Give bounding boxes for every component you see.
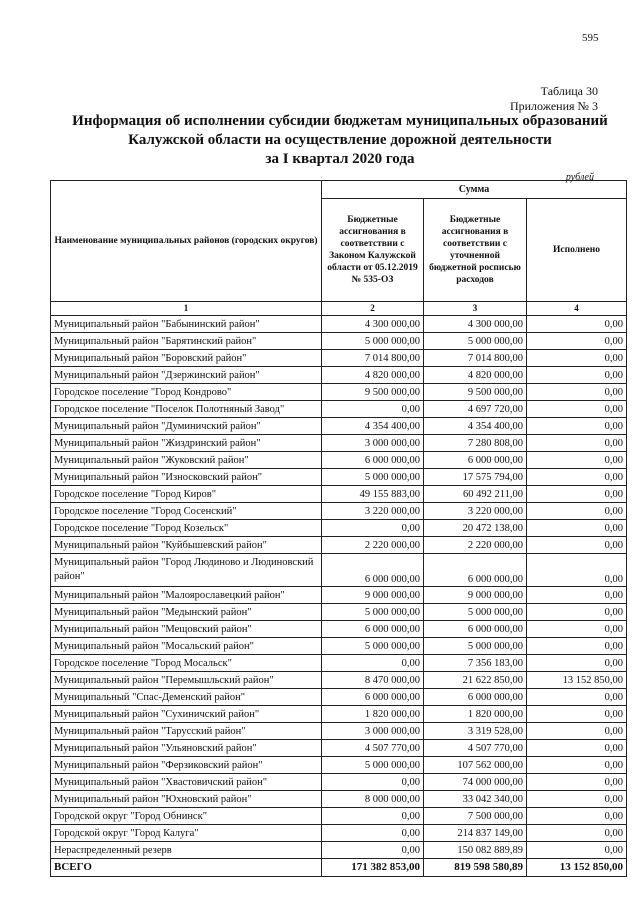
header-name-col: Наименование муниципальных районов (городских округов)	[51, 181, 322, 302]
table-row	[51, 689, 627, 706]
cell-executed-amount: 0,00	[527, 706, 627, 723]
table-row	[51, 621, 627, 638]
cell-law-amount: 9 500 000,00	[322, 384, 424, 401]
table-row	[51, 486, 627, 503]
table-row	[51, 384, 627, 401]
cell-law-amount: 0,00	[322, 825, 424, 842]
cell-law-amount: 49 155 883,00	[322, 486, 424, 503]
cell-executed-amount: 0,00	[527, 638, 627, 655]
cell-plan-amount: 150 082 889,89	[424, 842, 527, 859]
cell-law-amount: 5 000 000,00	[322, 638, 424, 655]
cell-municipality: Муниципальный "Спас-Деменский район"	[51, 689, 322, 706]
cell-law-amount: 5 000 000,00	[322, 757, 424, 774]
cell-municipality: Городское поселение "Поселок Полотняный Завод"	[51, 401, 322, 418]
cell-plan-amount: 4 697 720,00	[424, 401, 527, 418]
header-number: 4	[527, 302, 627, 316]
cell-municipality: Муниципальный район "Думиничский район"	[51, 418, 322, 435]
cell-plan-amount: 6 000 000,00	[424, 452, 527, 469]
cell-law-amount: 9 000 000,00	[322, 587, 424, 604]
table-row	[51, 672, 627, 689]
cell-plan-amount: 6 000 000,00	[424, 554, 527, 587]
cell-law-amount: 0,00	[322, 655, 424, 672]
appendix-label: Приложения № 3	[509, 99, 598, 113]
cell-plan-amount: 5 000 000,00	[424, 638, 527, 655]
cell-executed-amount: 0,00	[527, 757, 627, 774]
cell-executed-amount: 0,00	[527, 604, 627, 621]
cell-executed-amount: 0,00	[527, 554, 627, 587]
cell-plan-amount: 7 356 183,00	[424, 655, 527, 672]
table-row	[51, 808, 627, 825]
cell-municipality: Муниципальный район "Жиздринский район"	[51, 435, 322, 452]
cell-law-amount: 3 000 000,00	[322, 723, 424, 740]
cell-law-amount: 3 000 000,00	[322, 435, 424, 452]
cell-municipality: Муниципальный район "Сухиничский район"	[51, 706, 322, 723]
cell-executed-amount: 0,00	[527, 689, 627, 706]
cell-municipality: Муниципальный район "Жуковский район"	[51, 452, 322, 469]
table-row	[51, 452, 627, 469]
cell-municipality: Муниципальный район "Бабынинский район"	[51, 316, 322, 333]
cell-municipality: Муниципальный район "Медынский район"	[51, 604, 322, 621]
units-label: рублей	[565, 172, 594, 183]
cell-municipality: Городское поселение "Город Сосенский"	[51, 503, 322, 520]
cell-municipality: Муниципальный район "Износковский район"	[51, 469, 322, 486]
table-row	[51, 604, 627, 621]
header-sum: Сумма	[322, 181, 627, 199]
cell-executed-amount: 0,00	[527, 621, 627, 638]
cell-municipality: Городской округ "Город Обнинск"	[51, 808, 322, 825]
cell-executed-amount: 0,00	[527, 537, 627, 554]
cell-plan-amount: 21 622 850,00	[424, 672, 527, 689]
table-row	[51, 723, 627, 740]
cell-executed-amount: 0,00	[527, 791, 627, 808]
cell-plan-amount: 1 820 000,00	[424, 706, 527, 723]
table-row	[51, 706, 627, 723]
table-row	[51, 774, 627, 791]
table-row	[51, 554, 627, 587]
cell-executed-amount: 0,00	[527, 587, 627, 604]
cell-municipality: Муниципальный район "Мосальский район"	[51, 638, 322, 655]
total-row	[51, 859, 627, 877]
cell-executed-amount: 0,00	[527, 333, 627, 350]
cell-plan-amount: 9 000 000,00	[424, 587, 527, 604]
cell-plan-amount: 9 500 000,00	[424, 384, 527, 401]
cell-law-amount: 4 300 000,00	[322, 316, 424, 333]
cell-municipality: Городское поселение "Город Кондрово"	[51, 384, 322, 401]
cell-municipality: Муниципальный район "Хвастовичский район"	[51, 774, 322, 791]
cell-law-amount: 6 000 000,00	[322, 452, 424, 469]
cell-law-amount: 0,00	[322, 774, 424, 791]
cell-plan-amount: 5 000 000,00	[424, 333, 527, 350]
title-line: Информация об исполнении субсидии бюджетам муниципальных образований	[72, 113, 608, 129]
cell-plan-amount: 7 280 808,00	[424, 435, 527, 452]
cell-municipality: Городское поселение "Город Киров"	[51, 486, 322, 503]
total-law-amount: 171 382 853,00	[322, 859, 424, 877]
cell-law-amount: 1 820 000,00	[322, 706, 424, 723]
cell-municipality: Муниципальный район "Город Людиново и Людиновский район"	[51, 554, 322, 587]
cell-law-amount: 7 014 800,00	[322, 350, 424, 367]
cell-law-amount: 2 220 000,00	[322, 537, 424, 554]
table-row	[51, 537, 627, 554]
total-plan-amount: 819 598 580,89	[424, 859, 527, 877]
cell-municipality: Муниципальный район "Мещовский район"	[51, 621, 322, 638]
cell-executed-amount: 0,00	[527, 808, 627, 825]
cell-municipality: Муниципальный район "Дзержинский район"	[51, 367, 322, 384]
cell-municipality: Муниципальный район "Перемышльский район"	[51, 672, 322, 689]
table-row	[51, 333, 627, 350]
table-row	[51, 350, 627, 367]
cell-executed-amount: 0,00	[527, 486, 627, 503]
table-row	[51, 469, 627, 486]
cell-municipality: Нераспределенный резерв	[51, 842, 322, 859]
cell-plan-amount: 2 220 000,00	[424, 537, 527, 554]
table-row	[51, 757, 627, 774]
cell-law-amount: 3 220 000,00	[322, 503, 424, 520]
cell-executed-amount: 0,00	[527, 469, 627, 486]
cell-executed-amount: 0,00	[527, 401, 627, 418]
title-line: за I квартал 2020 года	[265, 151, 415, 167]
cell-plan-amount: 3 220 000,00	[424, 503, 527, 520]
cell-municipality: Городской округ "Город Калуга"	[51, 825, 322, 842]
cell-plan-amount: 60 492 211,00	[424, 486, 527, 503]
header-col-plan: Бюджетные ассигнования в соответствии с уточненной бюджетной росписью расходов	[424, 199, 527, 302]
cell-law-amount: 5 000 000,00	[322, 604, 424, 621]
table-row	[51, 638, 627, 655]
cell-executed-amount: 13 152 850,00	[527, 672, 627, 689]
cell-law-amount: 6 000 000,00	[322, 554, 424, 587]
cell-municipality: Городское поселение "Город Мосальск"	[51, 655, 322, 672]
header-number: 3	[424, 302, 527, 316]
cell-municipality: Муниципальный район "Ферзиковский район"	[51, 757, 322, 774]
cell-law-amount: 4 820 000,00	[322, 367, 424, 384]
cell-plan-amount: 214 837 149,00	[424, 825, 527, 842]
cell-executed-amount: 0,00	[527, 452, 627, 469]
cell-executed-amount: 0,00	[527, 740, 627, 757]
cell-plan-amount: 3 319 528,00	[424, 723, 527, 740]
cell-plan-amount: 17 575 794,00	[424, 469, 527, 486]
header-number: 1	[51, 302, 322, 316]
cell-executed-amount: 0,00	[527, 418, 627, 435]
cell-municipality: Муниципальный район "Боровский район"	[51, 350, 322, 367]
cell-plan-amount: 74 000 000,00	[424, 774, 527, 791]
table-row	[51, 587, 627, 604]
cell-executed-amount: 0,00	[527, 825, 627, 842]
cell-municipality: Муниципальный район "Юхновский район"	[51, 791, 322, 808]
table-row	[51, 791, 627, 808]
table-row	[51, 367, 627, 384]
cell-executed-amount: 0,00	[527, 774, 627, 791]
page-number: 595	[582, 32, 599, 44]
table-row	[51, 503, 627, 520]
table-row	[51, 655, 627, 672]
cell-municipality: Муниципальный район "Тарусский район"	[51, 723, 322, 740]
cell-law-amount: 0,00	[322, 520, 424, 537]
table-row	[51, 316, 627, 333]
title-line: Калужской области на осуществление дорожной деятельности	[128, 132, 552, 148]
cell-municipality: Муниципальный район "Барятинский район"	[51, 333, 322, 350]
cell-executed-amount: 0,00	[527, 435, 627, 452]
table-row	[51, 401, 627, 418]
cell-executed-amount: 0,00	[527, 842, 627, 859]
cell-executed-amount: 0,00	[527, 520, 627, 537]
cell-plan-amount: 33 042 340,00	[424, 791, 527, 808]
cell-plan-amount: 107 562 000,00	[424, 757, 527, 774]
cell-executed-amount: 0,00	[527, 316, 627, 333]
table-row	[51, 825, 627, 842]
cell-executed-amount: 0,00	[527, 503, 627, 520]
table-row	[51, 520, 627, 537]
header-number: 2	[322, 302, 424, 316]
cell-plan-amount: 6 000 000,00	[424, 689, 527, 706]
cell-law-amount: 0,00	[322, 401, 424, 418]
cell-plan-amount: 4 354 400,00	[424, 418, 527, 435]
cell-law-amount: 8 470 000,00	[322, 672, 424, 689]
cell-municipality: Муниципальный район "Малоярославецкий район"	[51, 587, 322, 604]
subsidy-table	[50, 180, 627, 877]
cell-plan-amount: 4 820 000,00	[424, 367, 527, 384]
table-label: Таблица 30	[540, 84, 598, 98]
cell-municipality: Городское поселение "Город Козельск"	[51, 520, 322, 537]
cell-law-amount: 5 000 000,00	[322, 333, 424, 350]
cell-law-amount: 6 000 000,00	[322, 689, 424, 706]
document-title	[40, 112, 640, 169]
cell-law-amount: 4 354 400,00	[322, 418, 424, 435]
cell-executed-amount: 0,00	[527, 655, 627, 672]
cell-municipality: Муниципальный район "Куйбышевский район"	[51, 537, 322, 554]
table-row	[51, 842, 627, 859]
cell-plan-amount: 7 014 800,00	[424, 350, 527, 367]
cell-plan-amount: 4 507 770,00	[424, 740, 527, 757]
cell-plan-amount: 5 000 000,00	[424, 604, 527, 621]
table-row	[51, 418, 627, 435]
cell-municipality: Муниципальный район "Ульяновский район"	[51, 740, 322, 757]
cell-law-amount: 8 000 000,00	[322, 791, 424, 808]
total-label: ВСЕГО	[51, 859, 322, 877]
cell-law-amount: 6 000 000,00	[322, 621, 424, 638]
total-executed-amount: 13 152 850,00	[527, 859, 627, 877]
cell-plan-amount: 7 500 000,00	[424, 808, 527, 825]
cell-law-amount: 0,00	[322, 842, 424, 859]
cell-law-amount: 0,00	[322, 808, 424, 825]
cell-executed-amount: 0,00	[527, 350, 627, 367]
cell-executed-amount: 0,00	[527, 723, 627, 740]
table-row	[51, 740, 627, 757]
cell-law-amount: 5 000 000,00	[322, 469, 424, 486]
cell-executed-amount: 0,00	[527, 384, 627, 401]
cell-executed-amount: 0,00	[527, 367, 627, 384]
header-col-done: Исполнено	[527, 199, 627, 302]
cell-plan-amount: 4 300 000,00	[424, 316, 527, 333]
table-row	[51, 435, 627, 452]
header-col-law: Бюджетные ассигнования в соответствии с Законом Калужской области от 05.12.2019 № 535-ОЗ	[322, 199, 424, 302]
cell-law-amount: 4 507 770,00	[322, 740, 424, 757]
cell-plan-amount: 6 000 000,00	[424, 621, 527, 638]
cell-plan-amount: 20 472 138,00	[424, 520, 527, 537]
